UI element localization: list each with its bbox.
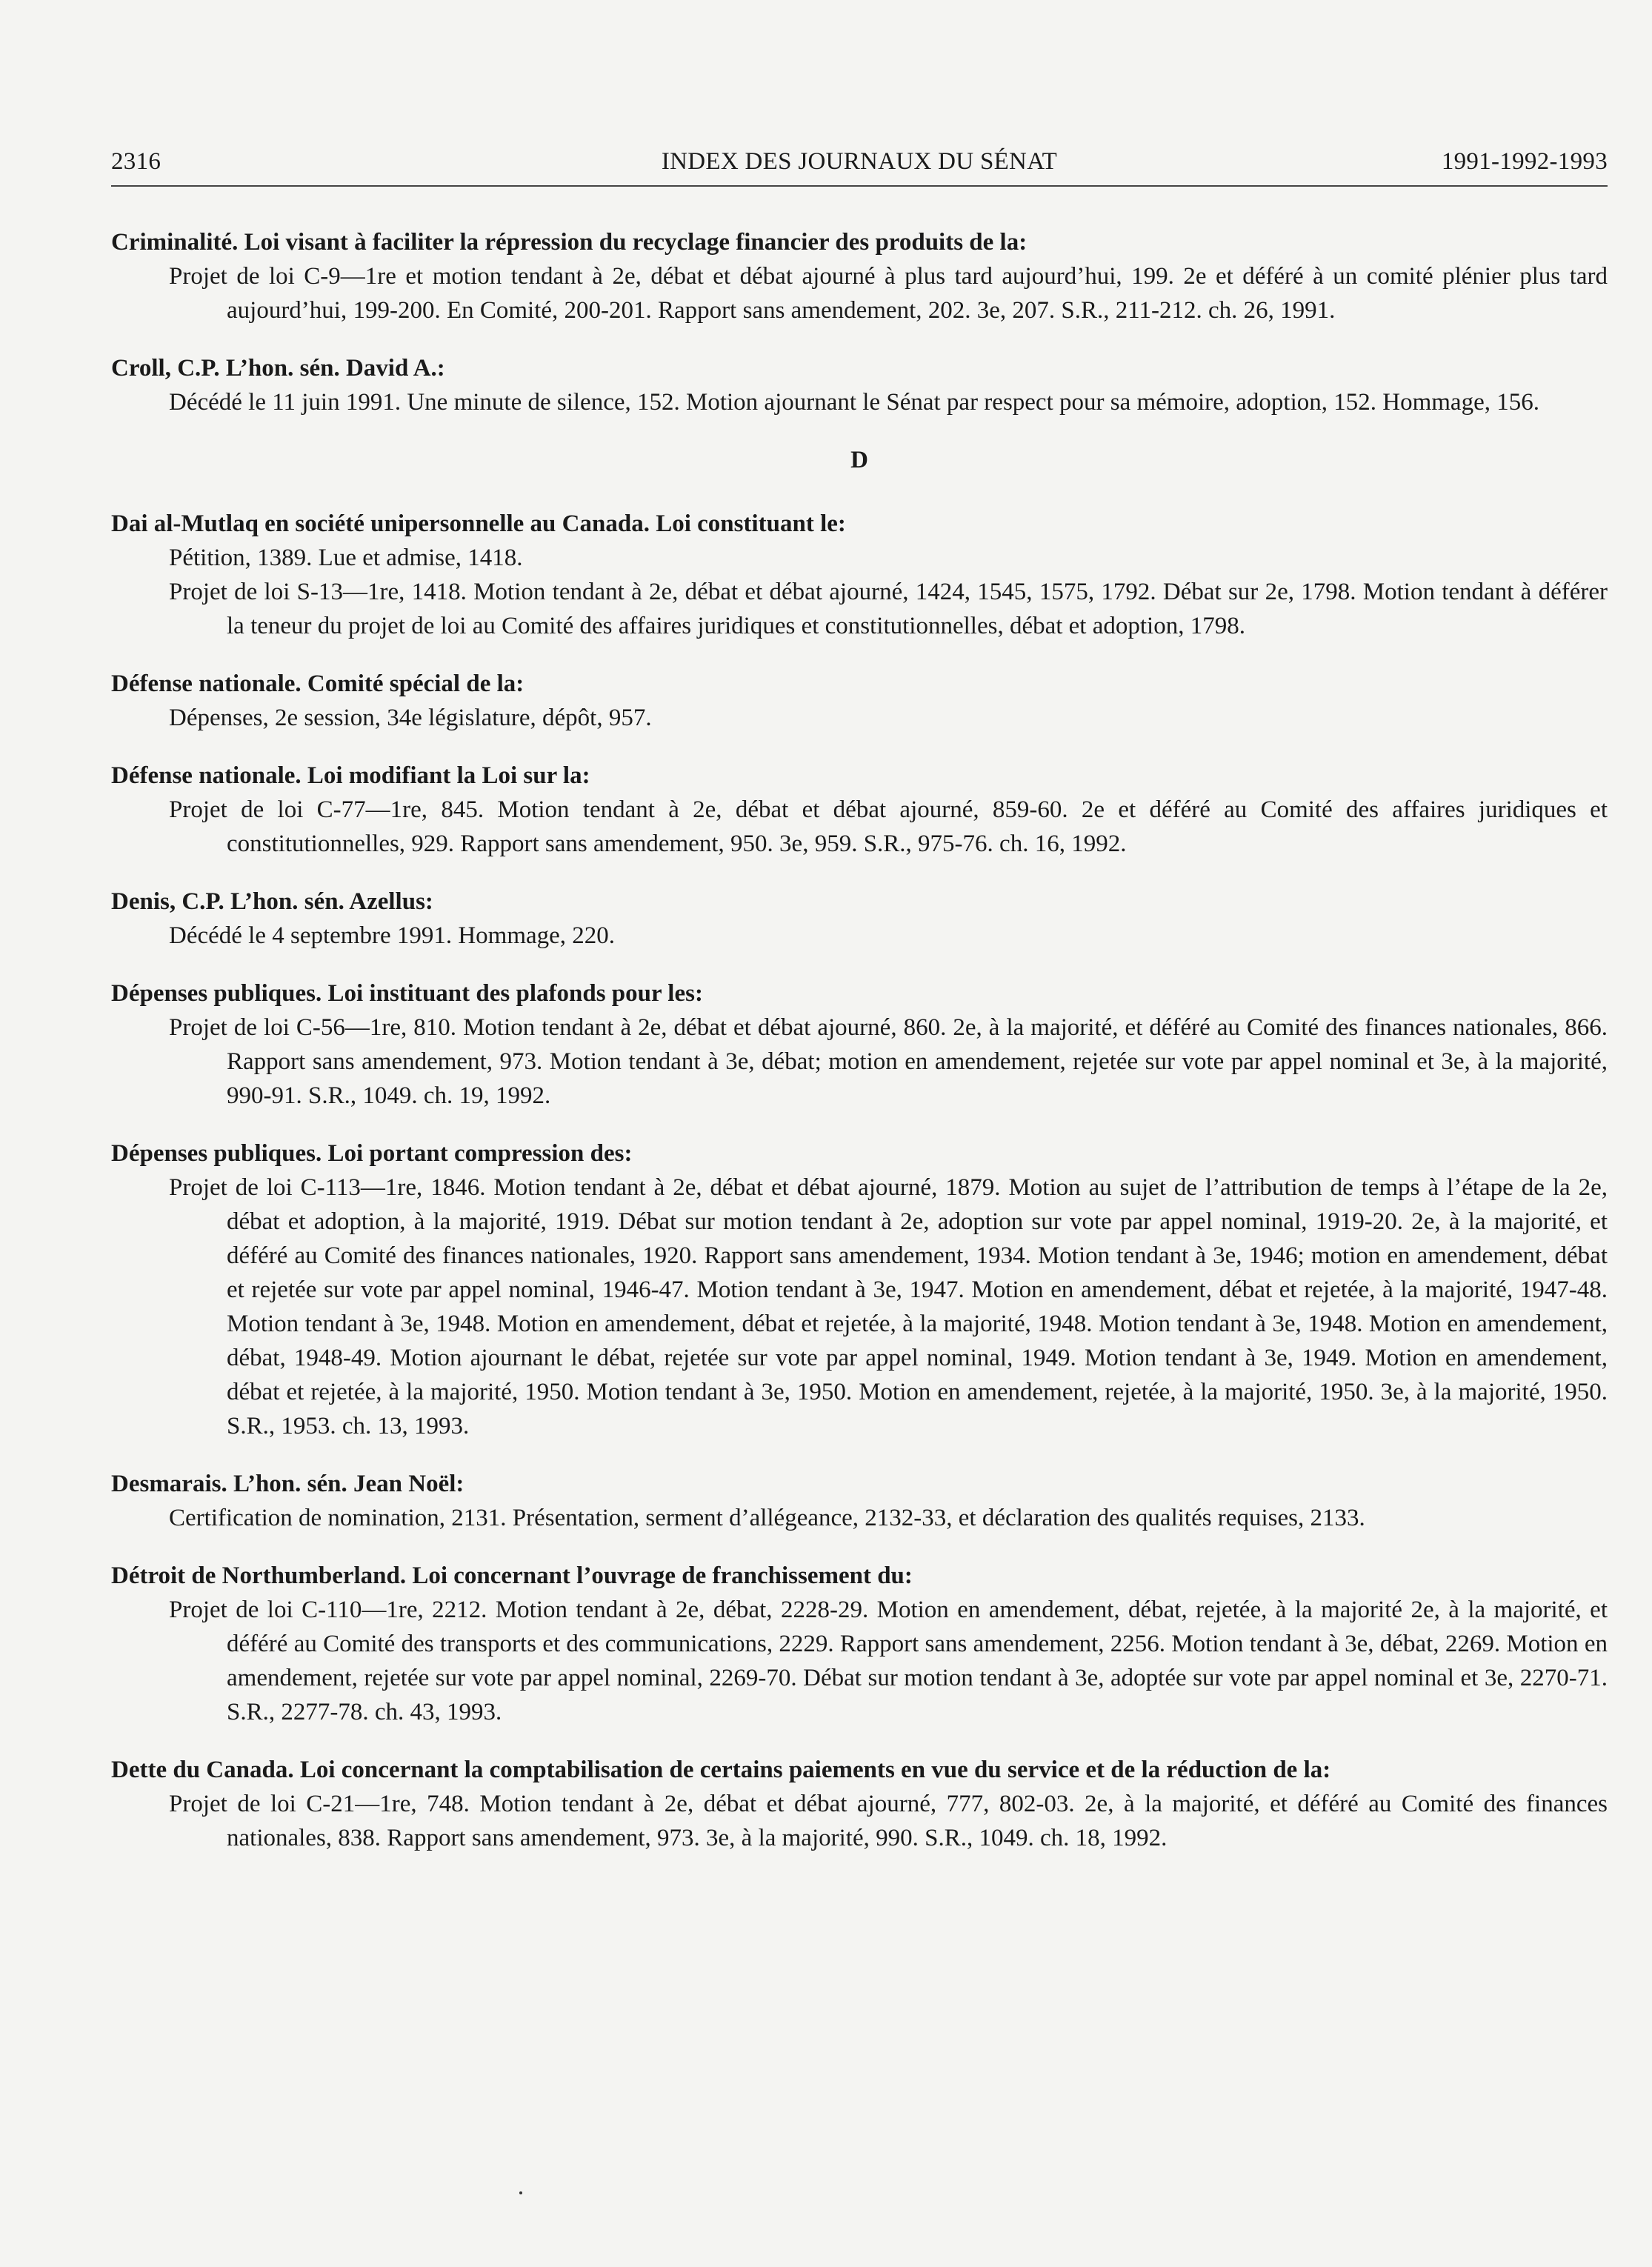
entry-heading: Dette du Canada. Loi concernant la comptabilisation de certains paiements en vue du service et de la réduction de la: <box>111 1757 1331 1783</box>
index-entry <box>111 1559 1608 1729</box>
entry-heading: Dai al-Mutlaq en société unipersonnelle au Canada. Loi constituant le: <box>111 510 846 537</box>
entry-subentry: Projet de loi S-13—1re, 1418. Motion tendant à 2e, débat et débat ajourné, 1424, 1545, 1575, 1792. Débat sur 2e, 1798. Motion tendant à déférer la teneur du projet de loi au Comité des affaires juridiques et constitutionnelles, débat et adoption, 1798. <box>169 579 1608 639</box>
entry-heading: Défense nationale. Loi modifiant la Loi sur la: <box>111 762 590 789</box>
index-content <box>111 225 1608 1879</box>
index-entry <box>111 1753 1608 1855</box>
entry-subentry: Projet de loi C-77—1re, 845. Motion tendant à 2e, débat et débat ajourné, 859-60. 2e et déféré au Comité des affaires juridiques et constitutionnelles, 929. Rapport sans amendement, 950. 3e, 959. S.R., 975-76. ch. 16, 1992. <box>169 796 1608 857</box>
index-entry <box>111 1136 1608 1443</box>
entry-heading: Desmarais. L’hon. sén. Jean Noël: <box>111 1471 464 1497</box>
entry-subentry: Décédé le 4 septembre 1991. Hommage, 220. <box>169 922 616 949</box>
index-entry <box>111 351 1608 419</box>
entry-subentry: Projet de loi C-113—1re, 1846. Motion tendant à 2e, débat et débat ajourné, 1879. Motion au sujet de l’attribution de temps à l’étape de la 2e, débat et adoption, à la majorité, 1919. Débat sur motion tendant à 2e, adoption sur vote par appel nominal, 1919-20. 2e, à la majorité, et déféré au Comité des finances nationales, 1920. Rapport sans amendement, 1934. Motion tendant à 3e, 1946; motion en amendement, débat et rejetée sur vote par appel nominal, 1946-47. Motion tendant à 3e, 1947. Motion en amendement, débat et rejetée, à la majorité, 1947-48. Motion tendant à 3e, 1948. Motion en amendement, débat et rejetée, à la majorité, 1948. Motion tendant à 3e, 1948. Motion en amendement, débat, 1948-49. Motion ajournant le débat, rejetée sur vote par appel nominal, 1949. Motion tendant à 3e, 1949. Motion en amendement, débat et rejetée, à la majorité, 1950. Motion tendant à 3e, 1950. Motion en amendement, rejetée, à la majorité, 1950. 3e, à la majorité, 1950. S.R., 1953. ch. 13, 1993. <box>169 1174 1608 1439</box>
stray-dot <box>519 2191 522 2194</box>
index-page <box>111 0 1608 2267</box>
entry-heading: Denis, C.P. L’hon. sén. Azellus: <box>111 888 433 915</box>
running-header <box>111 148 1608 185</box>
page-title: INDEX DES JOURNAUX DU SÉNAT <box>661 148 1058 175</box>
index-entry <box>111 507 1608 643</box>
index-entry <box>111 1467 1608 1535</box>
entry-heading: Dépenses publiques. Loi portant compression des: <box>111 1140 633 1167</box>
entry-heading: Détroit de Northumberland. Loi concernant l’ouvrage de franchissement du: <box>111 1562 913 1589</box>
index-entry <box>111 667 1608 735</box>
entry-subentry: Projet de loi C-56—1re, 810. Motion tendant à 2e, débat et débat ajourné, 860. 2e, à la majorité, et déféré au Comité des finances nationales, 866. Rapport sans amendement, 973. Motion tendant à 3e, débat; motion en amendement, rejetée sur vote par appel nominal et 3e, à la majorité, 990-91. S.R., 1049. ch. 19, 1992. <box>169 1014 1608 1109</box>
index-entry <box>111 885 1608 953</box>
entry-heading: Criminalité. Loi visant à faciliter la répression du recyclage financier des produits de la: <box>111 229 1027 256</box>
entry-heading: Défense nationale. Comité spécial de la: <box>111 670 524 697</box>
entry-heading: Dépenses publiques. Loi instituant des plafonds pour les: <box>111 980 703 1007</box>
entry-subentry: Projet de loi C-9—1re et motion tendant à 2e, débat et débat ajourné à plus tard aujourd’hui, 199. 2e et déféré à un comité plénier plus tard aujourd’hui, 199-200. En Comité, 200-201. Rapport sans amendement, 202. 3e, 207. S.R., 211-212. ch. 26, 1991. <box>169 263 1608 324</box>
entry-subentry: Décédé le 11 juin 1991. Une minute de silence, 152. Motion ajournant le Sénat par respect pour sa mémoire, adoption, 152. Hommage, 156. <box>169 389 1539 416</box>
index-entry <box>111 976 1608 1113</box>
entry-subentry: Dépenses, 2e session, 34e législature, dépôt, 957. <box>169 705 652 731</box>
header-years: 1991-1992-1993 <box>1441 148 1608 175</box>
entry-subentry: Projet de loi C-21—1re, 748. Motion tendant à 2e, débat et débat ajourné, 777, 802-03. 2e, à la majorité, et déféré au Comité des finances nationales, 838. Rapport sans amendement, 973. 3e, à la majorité, 990. S.R., 1049. ch. 18, 1992. <box>169 1791 1608 1851</box>
entry-heading: Croll, C.P. L’hon. sén. David A.: <box>111 355 445 382</box>
index-entry <box>111 759 1608 861</box>
section-letter: D <box>850 447 868 473</box>
header-rule <box>111 185 1608 187</box>
index-entry <box>111 225 1608 327</box>
entry-subentry: Certification de nomination, 2131. Présentation, serment d’allégeance, 2132-33, et déclaration des qualités requises, 2133. <box>169 1505 1365 1531</box>
page-number: 2316 <box>111 148 161 175</box>
entry-subentry: Projet de loi C-110—1re, 2212. Motion tendant à 2e, débat, 2228-29. Motion en amendement, débat, rejetée, à la majorité 2e, à la majorité, et déféré au Comité des transports et des communications, 2229. Rapport sans amendement, 2256. Motion tendant à 3e, débat, 2269. Motion en amendement, rejetée sur vote par appel nominal, 2269-70. Débat sur motion tendant à 3e, adoptée sur vote par appel nominal et 3e, 2270-71. S.R., 2277-78. ch. 43, 1993. <box>169 1597 1608 1725</box>
entry-subentry: Pétition, 1389. Lue et admise, 1418. <box>169 545 523 571</box>
